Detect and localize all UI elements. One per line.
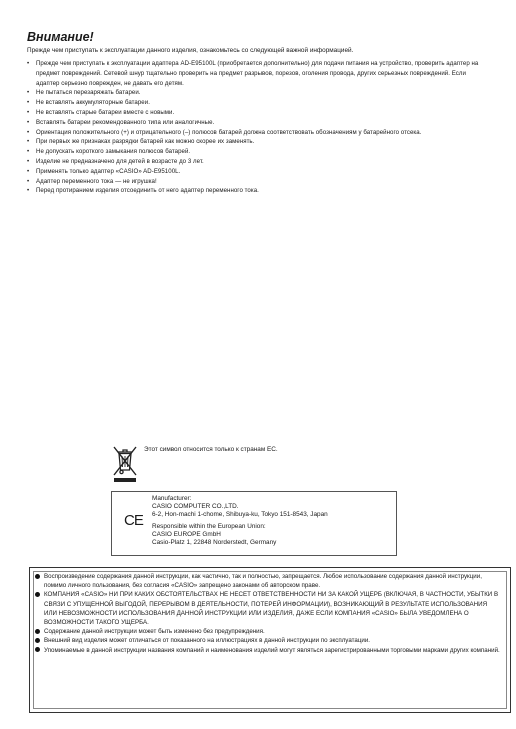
manufacturer-company: CASIO COMPUTER CO.,LTD. — [152, 503, 239, 510]
list-item: • Изделие не предназначено для детей в возрасте до 3 лет. — [27, 157, 491, 167]
list-item: • Не допускать короткого замыкания полюсов батарей. — [27, 147, 491, 157]
bullet-icon — [35, 592, 40, 597]
list-item: • Не пытаться перезаряжать батареи. — [27, 88, 491, 98]
page-title: Внимание! — [27, 30, 94, 44]
bullet-icon — [35, 574, 40, 579]
list-item — [35, 572, 501, 590]
bullet-icon — [35, 629, 40, 634]
eu-representative-address: Casio-Platz 1, 22848 Norderstedt, Germany — [152, 539, 277, 546]
notice-text: Воспроизведение содержания данной инструкции, как частично, так и полностью, запрещается. Любое использование содержания данной инструкции, помимо личного пользования, без согласия «CASIO» запрещено законами об авторском праве. — [44, 573, 482, 590]
legal-notice-list — [35, 572, 501, 655]
legal-notice-box — [29, 567, 511, 713]
intro-text: Прежде чем приступать к эксплуатации данного изделия, ознакомьтесь со следующей важной информацией. — [27, 47, 354, 54]
eu-representative-company: CASIO EUROPE GmbH — [152, 531, 221, 538]
notice-text: Содержание данной инструкции может быть изменено без предупреждения. — [44, 628, 265, 636]
notice-text: Упоминаемые в данной инструкции названия компаний и наименования изделий могут являться зарегистрированными торговыми марками других компаний. — [44, 646, 500, 654]
manufacturer-info — [152, 495, 328, 547]
list-item: • Адаптер переменного тока — не игрушка! — [27, 177, 491, 187]
eu-representative-label: Responsible within the European Union: — [152, 523, 266, 530]
list-item: • Вставлять батареи рекомендованного типа или аналогичные. — [27, 118, 491, 128]
crossed-out-wheelie-bin-icon — [112, 444, 138, 484]
ce-mark: CE — [124, 512, 143, 529]
list-item — [35, 636, 501, 645]
manufacturer-label: Manufacturer: — [152, 495, 192, 502]
list-item — [35, 627, 501, 636]
notice-text: Внешний вид изделия может отличаться от показанного на иллюстрациях в данной инструкции по эксплуатации. — [44, 637, 371, 645]
manufacturer-box — [111, 491, 397, 556]
bullet-icon — [35, 647, 40, 652]
manufacturer-address: 6-2, Hon-machi 1-chome, Shibuya-ku, Tokyo 151-8543, Japan — [152, 511, 328, 518]
bullet-icon — [35, 638, 40, 643]
list-item: • Ориентация положительного (+) и отрицательного (–) полюсов батарей должна соответствовать обозначениям у батарейного отсека. — [27, 128, 491, 138]
list-item: • Применять только адаптер «CASIO» AD-E95100L. — [27, 167, 491, 177]
weee-note: Этот символ относится только к странам ЕС. — [144, 446, 278, 453]
list-item — [35, 646, 501, 655]
list-item: • Не вставлять аккумуляторные батареи. — [27, 98, 491, 108]
list-item: • Не вставлять старые батареи вместе с новыми. — [27, 108, 491, 118]
list-item — [35, 590, 501, 627]
notice-text: КОМПАНИЯ «CASIO» НИ ПРИ КАКИХ ОБСТОЯТЕЛЬСТВАХ НЕ НЕСЕТ ОТВЕТСТВЕННОСТИ НИ ЗА КАКОЙ УЩЕРБ (ВКЛЮЧАЯ, В ЧАСТНОСТИ, УБЫТКИ В СВЯЗИ С УПУЩЕННОЙ ВЫГОДОЙ, ПЕРЕРЫВОМ В ДЕЯТЕЛЬНОСТИ, ПОТЕРЕЙ ИНФОРМАЦИИ), ВОЗНИКАЮЩИЙ В РЕЗУЛЬТАТЕ ИСПОЛЬЗОВАНИЯ ИЛИ НЕВОЗМОЖНОСТИ ИСПОЛЬЗОВАНИЯ ДАННОЙ ИНСТРУКЦИИ ИЛИ ИЗДЕЛИЯ, ДАЖЕ ЕСЛИ КОМПАНИЯ «CASIO» БЫЛА УВЕДОМЛЕНА О ВОЗМОЖНОСТИ ТАКОГО УЩЕРБА. — [44, 591, 499, 627]
list-item: • Перед протиранием изделия отсоединить от него адаптер переменного тока. — [27, 186, 491, 196]
list-item: • Прежде чем приступать к эксплуатации адаптера AD-E95100L (приобретается дополнительно) для подачи питания на устройство, проверить адаптер на предмет повреждений. Сетевой шнур тщательно проверить на предмет разрывов, порезов, оголения провода, других серьезных повреждений. Если адаптер серьезно поврежден, не давать его детям. — [27, 59, 491, 88]
warning-list — [27, 59, 491, 196]
list-item: • При первых же признаках разрядки батарей как можно скорее их заменять. — [27, 137, 491, 147]
